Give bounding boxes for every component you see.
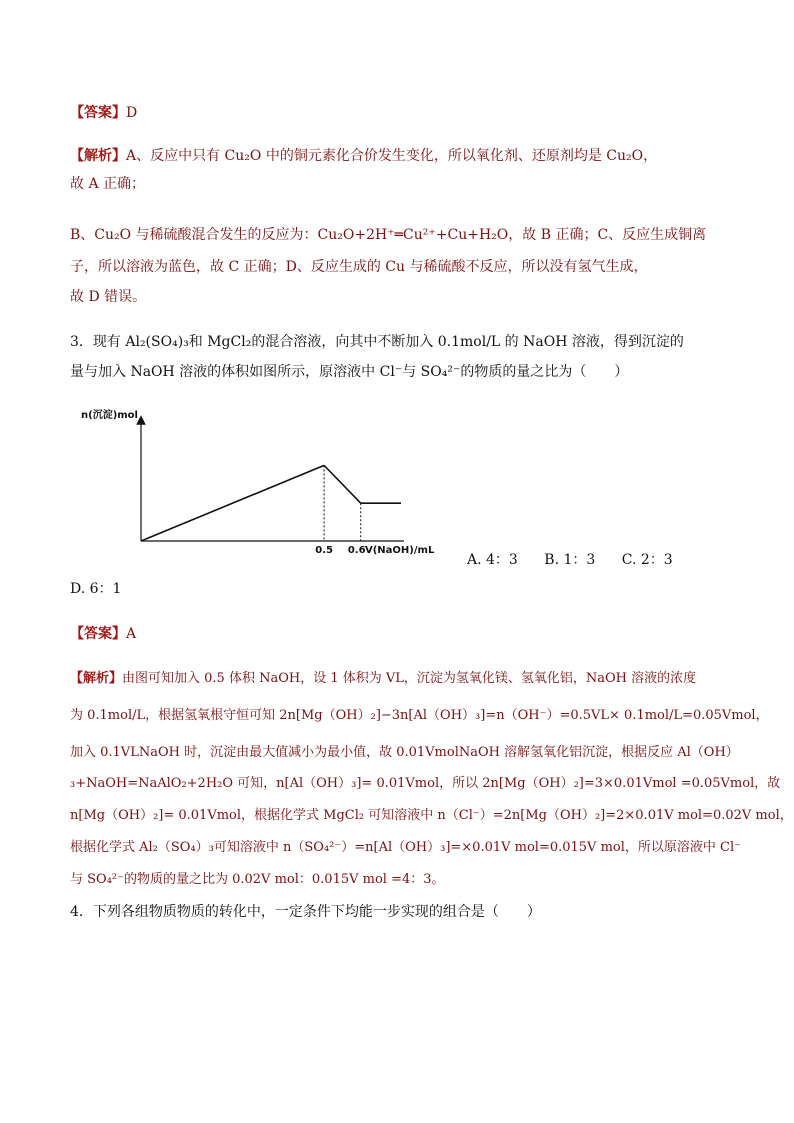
x-tick-0-5: 0.5: [315, 545, 333, 556]
q3-answer-line: [70, 624, 136, 644]
q3-choices-row: [467, 549, 695, 569]
answer-tag: 【答案】: [70, 626, 126, 642]
choice-c: C. 2：3: [621, 552, 673, 568]
answer-tag: 【答案】: [70, 105, 126, 121]
plot-layer: [141, 465, 401, 541]
q3-analysis-line-4: ₃+NaOH=NaAlO₂+2H₂O 可知，n[Al（OH）₃]= 0.01Vmol，所以 2n[Mg（OH）₂]=3×0.01Vmol =0.05Vmol，故: [70, 776, 781, 791]
series-segment-0: [141, 465, 324, 541]
series-segment-1: [324, 465, 361, 503]
choice-b: B. 1：3: [544, 552, 596, 568]
q3-analysis-line-5: n[Mg（OH）₂]= 0.01Vmol，根据化学式 MgCl₂ 可知溶液中 n（Cl⁻）=2n[Mg（OH）₂]=2×0.01V mol=0.02V mol，: [70, 808, 793, 823]
precipitate-chart: [75, 406, 435, 556]
analysis-tag: 【解析】: [70, 671, 123, 686]
q4-stem-line-1: 4．下列各组物质物质的转化中，一定条件下均能一步实现的组合是（ ）: [70, 904, 541, 920]
q3-analysis-line-3: 加入 0.1VLNaOH 时，沉淀由最大值减小为最小值，故 0.01VmolNaOH 溶解氢氧化铝沉淀，根据反应 Al（OH）: [70, 745, 739, 760]
answer-value: A: [126, 626, 137, 642]
q3-analysis-line-7: 与 SO₄²⁻的物质的量之比为 0.02V mol：0.015V mol =4：3。: [70, 872, 445, 887]
choice-a: A. 4：3: [467, 552, 518, 568]
analysis-text: A、反应中只有 Cu₂O 中的铜元素化合价发生变化，所以氧化剂、还原剂均是 Cu₂O，: [126, 148, 658, 164]
q2-analysis-line-4: 子，所以溶液为蓝色，故 C 正确；D、反应生成的 Cu 与稀硫酸不反应，所以没有氢气生成，: [70, 259, 648, 275]
q2-analysis-line-2: 故 A 正确；: [70, 176, 146, 192]
analysis-text: 由图可知加入 0.5 体积 NaOH，设 1 体积为 VL，沉淀为氢氧化镁、氢氧化铝，NaOH 溶液的浓度: [122, 671, 697, 686]
q2-answer-line: [70, 103, 137, 123]
q3-stem-line-2: 量与加入 NaOH 溶液的体积如图所示，原溶液中 Cl⁻与 SO₄²⁻的物质的量之比为（ ）: [70, 364, 629, 380]
q3-analysis-line-1: [70, 669, 696, 689]
q3-analysis-line-2: 为 0.1mol/L，根据氢氧根守恒可知 2n[Mg（OH）₂]−3n[Al（OH）₃]=n（OH⁻）=0.5VL× 0.1mol/L=0.05Vmol，: [70, 708, 769, 723]
q2-analysis-line-5: 故 D 错误。: [70, 289, 147, 305]
choice-d: D. 6：1: [70, 581, 122, 597]
y-axis-label: n(沉淀)mol: [81, 410, 138, 421]
q3-analysis-line-6: 根据化学式 Al₂（SO₄）₃可知溶液中 n（SO₄²⁻）=n[Al（OH）₃]=×0.01V mol=0.015V mol，所以原溶液中 Cl⁻: [70, 840, 741, 855]
q2-analysis-line-1: [70, 146, 657, 166]
q2-analysis-line-3: B、Cu₂O 与稀硫酸混合发生的反应为：Cu₂O+2H⁺═Cu²⁺+Cu+H₂O，故 B 正确；C、反应生成铜离: [70, 227, 707, 243]
analysis-tag: 【解析】: [70, 148, 126, 164]
q3-stem-line-1: 3．现有 Al₂(SO₄)₃和 MgCl₂的混合溶液，向其中不断加入 0.1mol/L 的 NaOH 溶液，得到沉淀的: [70, 334, 684, 350]
answer-value: D: [126, 105, 138, 121]
x-tick-0-6: 0.6: [347, 545, 366, 556]
x-axis-label: V(NaOH)/mL: [365, 545, 435, 556]
